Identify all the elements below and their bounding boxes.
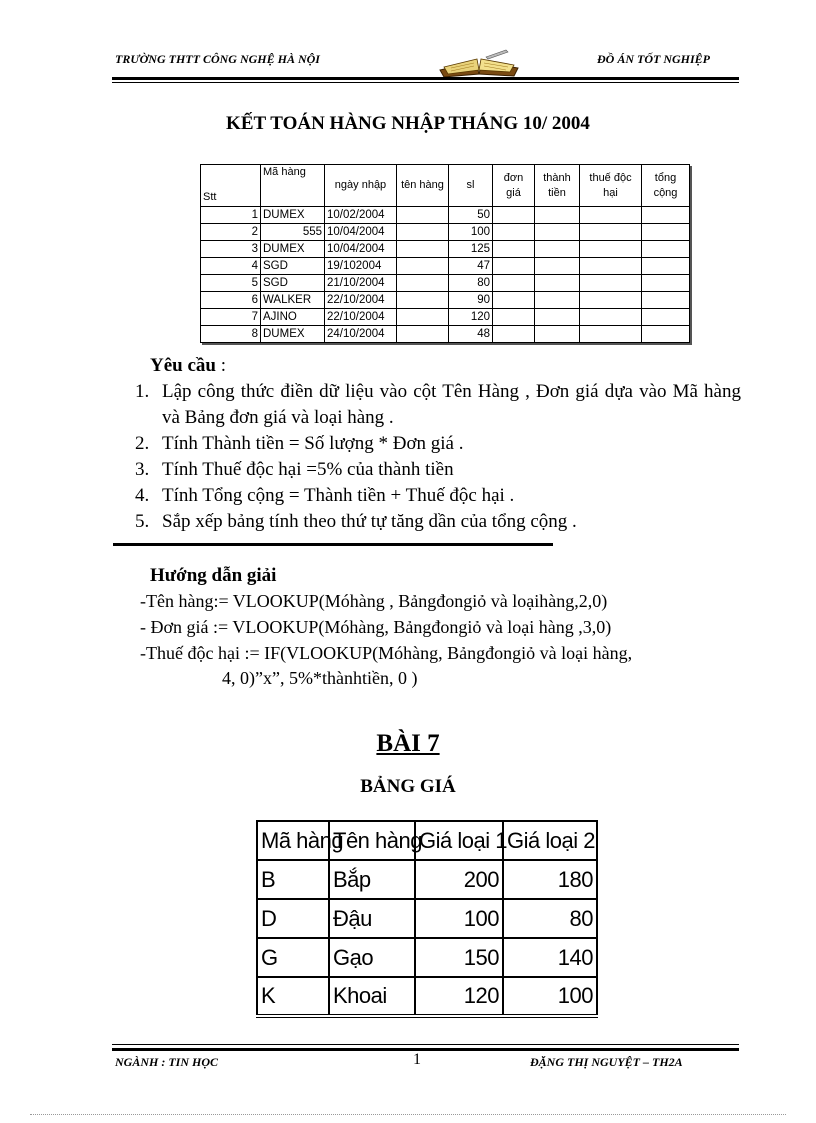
cell-stt: 8 [201,326,261,343]
lesson-title-text: BÀI 7 [376,730,440,757]
cell-ngay: 22/10/2004 [325,292,397,309]
cell-empty [642,241,690,258]
cell-ma: AJINO [261,309,325,326]
cell-empty [397,207,449,224]
col-don-gia: đơn giá [493,165,535,207]
item-number: 3. [135,459,150,480]
cell-empty [580,258,642,275]
table-row [257,938,597,977]
cell-empty [397,275,449,292]
col-gia-loai-1: Giá loại 1 [415,821,503,860]
guide-line: -Thuế độc hại := IF(VLOOKUP(Móhàng, Bảngđongiỏ và loại hàng, [140,643,633,663]
cell-empty [642,292,690,309]
cell-sl: 80 [449,275,493,292]
section-divider [113,543,553,546]
cell-empty [580,241,642,258]
cell-empty [642,326,690,343]
list-item [135,379,741,431]
cell-stt: 1 [201,207,261,224]
guide-heading: Hướng dẫn giải [150,565,277,586]
cell-sl: 50 [449,207,493,224]
col-stt: Stt [201,165,261,207]
cell-ngay: 24/10/2004 [325,326,397,343]
col-ngay-nhap: ngày nhập [325,165,397,207]
cell-ma: K [257,977,329,1016]
page-edge-dots [30,1114,786,1115]
cell-ten: Khoai [329,977,415,1016]
item-text: Sắp xếp bảng tính theo thứ tự tăng dần của tổng cộng . [162,511,577,532]
cell-empty [397,241,449,258]
col-ten-hang: tên hàng [397,165,449,207]
list-item [135,431,741,457]
cell-empty [580,292,642,309]
cell-ma: DUMEX [261,207,325,224]
guide-line: -Tên hàng:= VLOOKUP(Móhàng , Bảngđongiỏ và loạihàng,2,0) [140,591,608,611]
cell-gia-1: 120 [415,977,503,1016]
cell-empty [580,309,642,326]
requirements-title: Yêu cầu [150,355,216,376]
cell-empty [642,207,690,224]
cell-sl: 120 [449,309,493,326]
cell-empty [580,207,642,224]
col-thanh-tien: thành tiền [535,165,580,207]
cell-ma: 555 [261,224,325,241]
header-school: TRƯỜNG THTT CÔNG NGHỆ HÀ NỘI [115,52,320,66]
cell-ngay: 19/102004 [325,258,397,275]
requirements-heading [150,355,226,377]
cell-empty [397,292,449,309]
cell-empty [535,275,580,292]
cell-empty [642,309,690,326]
cell-empty [580,326,642,343]
cell-ma: DUMEX [261,326,325,343]
cell-empty [580,275,642,292]
table-row [201,292,690,309]
cell-ngay: 21/10/2004 [325,275,397,292]
table-row [201,224,690,241]
cell-empty [580,224,642,241]
cell-ten: Bắp [329,860,415,899]
cell-gia-2: 180 [503,860,597,899]
footer-major: NGÀNH : TIN HỌC [115,1055,219,1069]
table-header-row [201,165,690,207]
table-row [201,326,690,343]
open-book-icon [436,48,522,78]
cell-empty [535,258,580,275]
cell-ma: SGD [261,275,325,292]
page-number: 1 [413,1051,421,1068]
table-row [201,207,690,224]
cell-stt: 6 [201,292,261,309]
cell-ngay: 10/04/2004 [325,224,397,241]
col-ma-hang: Mã hàng [257,821,329,860]
item-number: 1. [135,381,150,402]
cell-ngay: 10/04/2004 [325,241,397,258]
cell-empty [642,258,690,275]
cell-gia-2: 100 [503,977,597,1016]
cell-empty [535,224,580,241]
col-tong-cong: tổng cộng [642,165,690,207]
cell-gia-1: 150 [415,938,503,977]
cell-empty [397,258,449,275]
cell-empty [642,224,690,241]
cell-gia-2: 80 [503,899,597,938]
cell-gia-1: 100 [415,899,503,938]
table-header-row [257,821,597,860]
cell-empty [493,224,535,241]
cell-ma: G [257,938,329,977]
cell-empty [397,224,449,241]
table-row [201,309,690,326]
footer-rule [112,1048,739,1051]
import-table [200,164,690,343]
table-row [257,860,597,899]
cell-empty [493,207,535,224]
header-rule [112,77,739,80]
item-text: Tính Thành tiền = Số lượng * Đơn giá . [162,433,464,454]
cell-empty [493,275,535,292]
cell-ma: B [257,860,329,899]
cell-sl: 125 [449,241,493,258]
header-project: ĐỒ ÁN TỐT NGHIỆP [597,52,710,66]
requirements-colon: : [215,355,227,376]
cell-empty [535,309,580,326]
col-ten-hang: Tên hàng [329,821,415,860]
item-number: 2. [135,433,150,454]
list-item [135,457,741,483]
cell-sl: 90 [449,292,493,309]
cell-empty [493,241,535,258]
item-number: 4. [135,485,150,506]
cell-empty [642,275,690,292]
cell-empty [535,241,580,258]
cell-ten: Đậu [329,899,415,938]
cell-ten: Gạo [329,938,415,977]
item-text: Tính Thuế độc hại =5% của thành tiền [162,459,454,480]
cell-empty [493,258,535,275]
table-row [201,241,690,258]
cell-stt: 5 [201,275,261,292]
cell-empty [397,326,449,343]
list-item [135,483,741,509]
cell-ma: D [257,899,329,938]
cell-sl: 48 [449,326,493,343]
header-rule-thin [112,82,739,83]
item-text: Lập công thức điền dữ liệu vào cột Tên Hàng , Đơn giá dựa vào Mã hàng và Bảng đơn giá và loại hàng . [162,381,741,428]
cell-ngay: 22/10/2004 [325,309,397,326]
table-row [257,899,597,938]
col-thue-doc-hai: thuế độc hại [580,165,642,207]
requirements-list [135,379,741,535]
list-item [135,509,741,535]
cell-empty [493,292,535,309]
cell-ngay: 10/02/2004 [325,207,397,224]
cell-empty [535,207,580,224]
table-row [201,275,690,292]
cell-ma: DUMEX [261,241,325,258]
item-number: 5. [135,511,150,532]
cell-sl: 100 [449,224,493,241]
col-gia-loai-2: Giá loại 2 [503,821,597,860]
footer-author: ĐẶNG THỊ NGUYỆT – TH2A [530,1055,683,1069]
item-text: Tính Tổng cộng = Thành tiền + Thuế độc hại . [162,485,515,506]
col-sl: sl [449,165,493,207]
footer-rule-thin [112,1044,739,1045]
cell-gia-2: 140 [503,938,597,977]
page-title: KẾT TOÁN HÀNG NHẬP THÁNG 10/ 2004 [226,113,590,134]
cell-gia-1: 200 [415,860,503,899]
cell-stt: 2 [201,224,261,241]
guide-line: 4, 0)”x”, 5%*thànhtiền, 0 ) [222,668,418,688]
cell-ma: WALKER [261,292,325,309]
cell-ma: SGD [261,258,325,275]
price-table [256,820,598,1018]
cell-empty [493,326,535,343]
cell-empty [535,326,580,343]
lesson-title [0,730,816,758]
lesson-subtitle: BẢNG GIÁ [360,776,456,797]
cell-empty [535,292,580,309]
cell-stt: 3 [201,241,261,258]
cell-empty [493,309,535,326]
cell-stt: 4 [201,258,261,275]
cell-sl: 47 [449,258,493,275]
cell-empty [397,309,449,326]
cell-stt: 7 [201,309,261,326]
col-ma-hang: Mã hàng [261,165,325,207]
table-row [257,977,597,1016]
table-row [201,258,690,275]
guide-line: - Đơn giá := VLOOKUP(Móhàng, Bảngđongiỏ và loại hàng ,3,0) [140,617,612,637]
